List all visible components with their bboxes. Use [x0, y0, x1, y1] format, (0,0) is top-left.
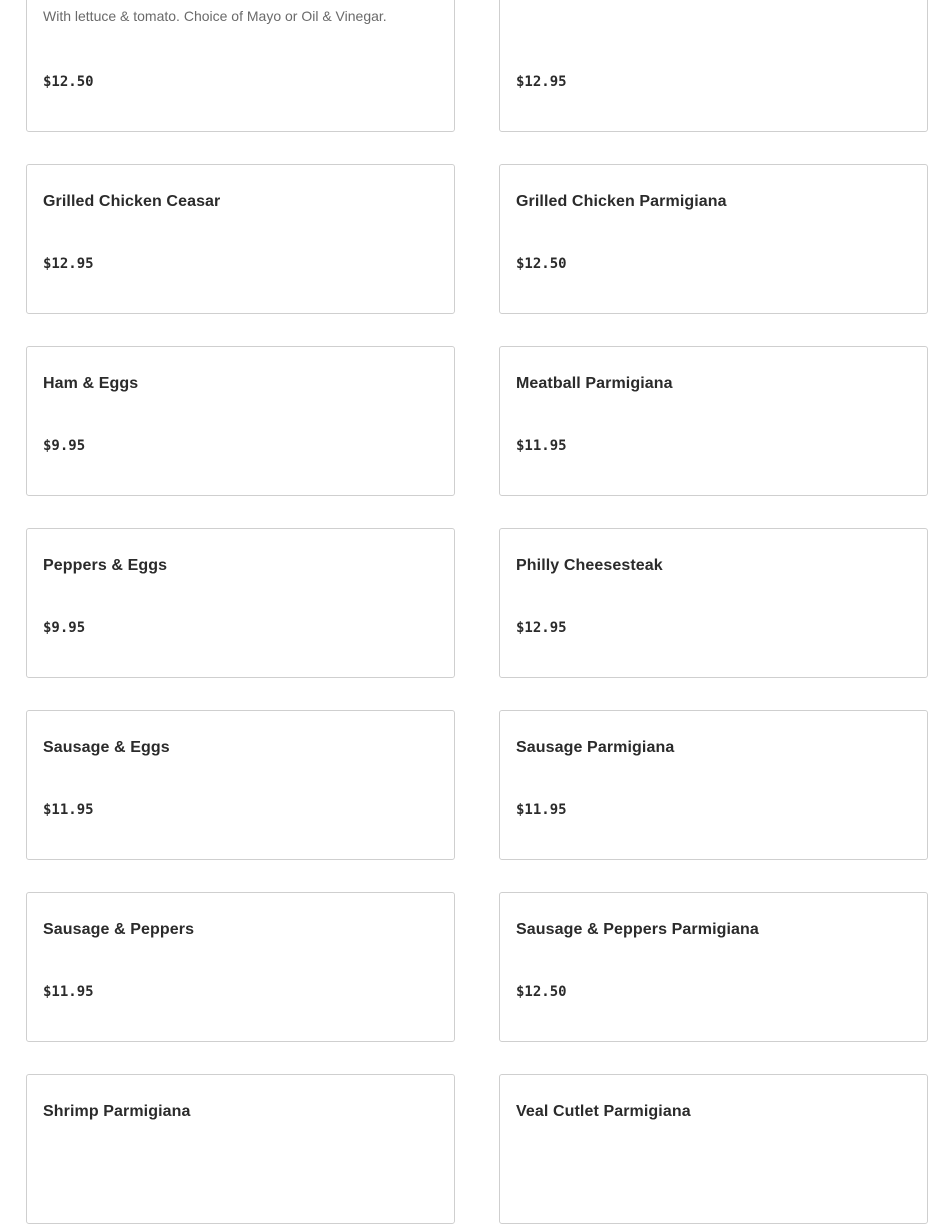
- menu-item-card-sausage-peppers[interactable]: [26, 892, 455, 1042]
- menu-item-card-sausage-peppers-parmigiana[interactable]: [499, 892, 928, 1042]
- menu-item-price: $11.95: [43, 984, 94, 1000]
- menu-item-name: Ham & Eggs: [43, 375, 139, 392]
- menu-item-price: $12.95: [516, 620, 567, 636]
- menu-item-card[interactable]: [499, 0, 928, 132]
- menu-item-card-peppers-eggs[interactable]: [26, 528, 455, 678]
- menu-item-price: $12.95: [43, 256, 94, 272]
- menu-item-name: Shrimp Parmigiana: [43, 1103, 191, 1120]
- menu-item-price: $9.95: [43, 620, 86, 636]
- menu-item-name: Grilled Chicken Parmigiana: [516, 193, 727, 210]
- menu-item-grid: [26, 0, 928, 1224]
- menu-item-price: $11.95: [516, 802, 567, 818]
- menu-item-card-ham-eggs[interactable]: [26, 346, 455, 496]
- menu-item-card-grilled-chicken-ceasar[interactable]: [26, 164, 455, 314]
- menu-item-price: $9.95: [43, 438, 86, 454]
- menu-item-name: Peppers & Eggs: [43, 557, 168, 574]
- menu-item-name: Philly Cheesesteak: [516, 557, 663, 574]
- menu-item-card-grilled-chicken-parmigiana[interactable]: [499, 164, 928, 314]
- menu-item-name: Veal Cutlet Parmigiana: [516, 1103, 691, 1120]
- menu-item-name: Sausage & Peppers Parmigiana: [516, 921, 759, 938]
- menu-item-card-sausage-eggs[interactable]: [26, 710, 455, 860]
- menu-item-description: With lettuce & tomato. Choice of Mayo or Oil & Vinegar.: [43, 8, 387, 24]
- menu-item-price: $11.95: [43, 802, 94, 818]
- menu-item-card-philly-cheesesteak[interactable]: [499, 528, 928, 678]
- menu-item-name: Sausage & Eggs: [43, 739, 170, 756]
- menu-item-price: $11.95: [516, 438, 567, 454]
- menu-item-name: Sausage & Peppers: [43, 921, 195, 938]
- menu-item-name: Meatball Parmigiana: [516, 375, 673, 392]
- menu-item-card-meatball-parmigiana[interactable]: [499, 346, 928, 496]
- menu-item-card[interactable]: [26, 0, 455, 132]
- menu-item-card-shrimp-parmigiana[interactable]: [26, 1074, 455, 1224]
- menu-item-price: $12.50: [43, 74, 94, 90]
- menu-item-card-sausage-parmigiana[interactable]: [499, 710, 928, 860]
- menu-item-name: Sausage Parmigiana: [516, 739, 675, 756]
- menu-item-price: $12.50: [516, 984, 567, 1000]
- menu-item-price: $12.95: [516, 74, 567, 90]
- menu-item-name: Grilled Chicken Ceasar: [43, 193, 221, 210]
- menu-item-card-veal-cutlet-parmigiana[interactable]: [499, 1074, 928, 1224]
- menu-item-price: $12.50: [516, 256, 567, 272]
